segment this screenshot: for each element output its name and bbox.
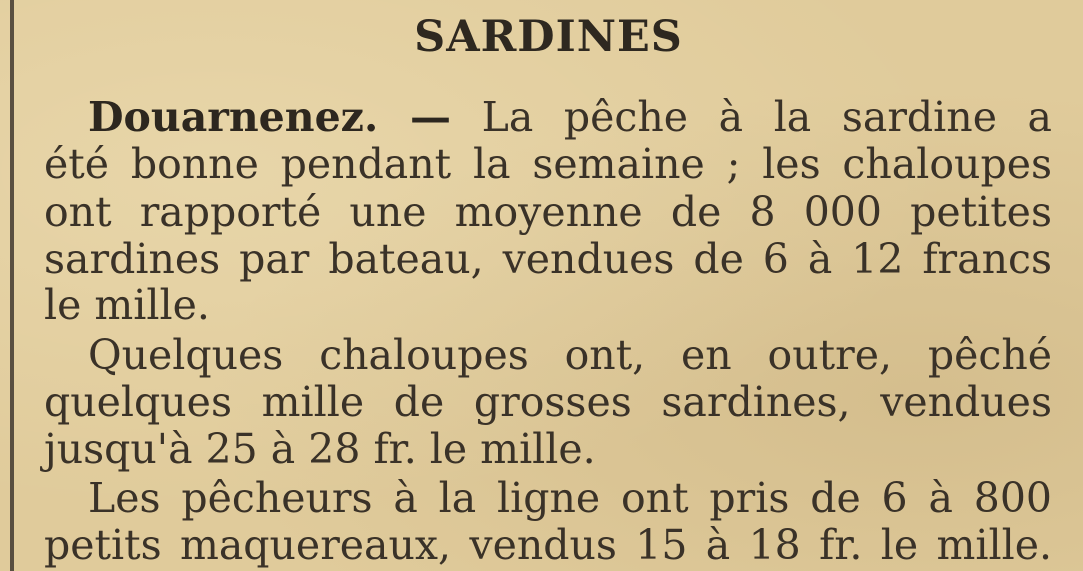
article-line-9: Les pêcheurs à la ligne ont pris de 6 à 800 [88, 474, 1052, 522]
article-line-6: Quelques chaloupes ont, en outre, pêché [88, 331, 1052, 379]
article-line-4: sardines par bateau, vendues de 6 à 12 francs [44, 235, 1052, 283]
location-lead: Douarnenez. — [88, 93, 452, 141]
article-line-2: été bonne pendant la semaine ; les chaloupes [44, 140, 1052, 188]
article-line-7: quelques mille de grosses sardines, vendues [44, 378, 1052, 426]
article-line-8: jusqu'à 25 à 28 fr. le mille. [44, 425, 596, 473]
column-rule [10, 0, 14, 571]
article-line-1 [88, 93, 1052, 141]
article-line-10: petits maquereaux, vendus 15 à 18 fr. le mille. [44, 521, 1052, 569]
article-line-5: le mille. [44, 281, 210, 329]
article-line-3: ont rapporté une moyenne de 8 000 petites [44, 188, 1052, 236]
line-text: La pêche à la sardine a [481, 93, 1052, 141]
article-title: SARDINES [414, 12, 683, 62]
